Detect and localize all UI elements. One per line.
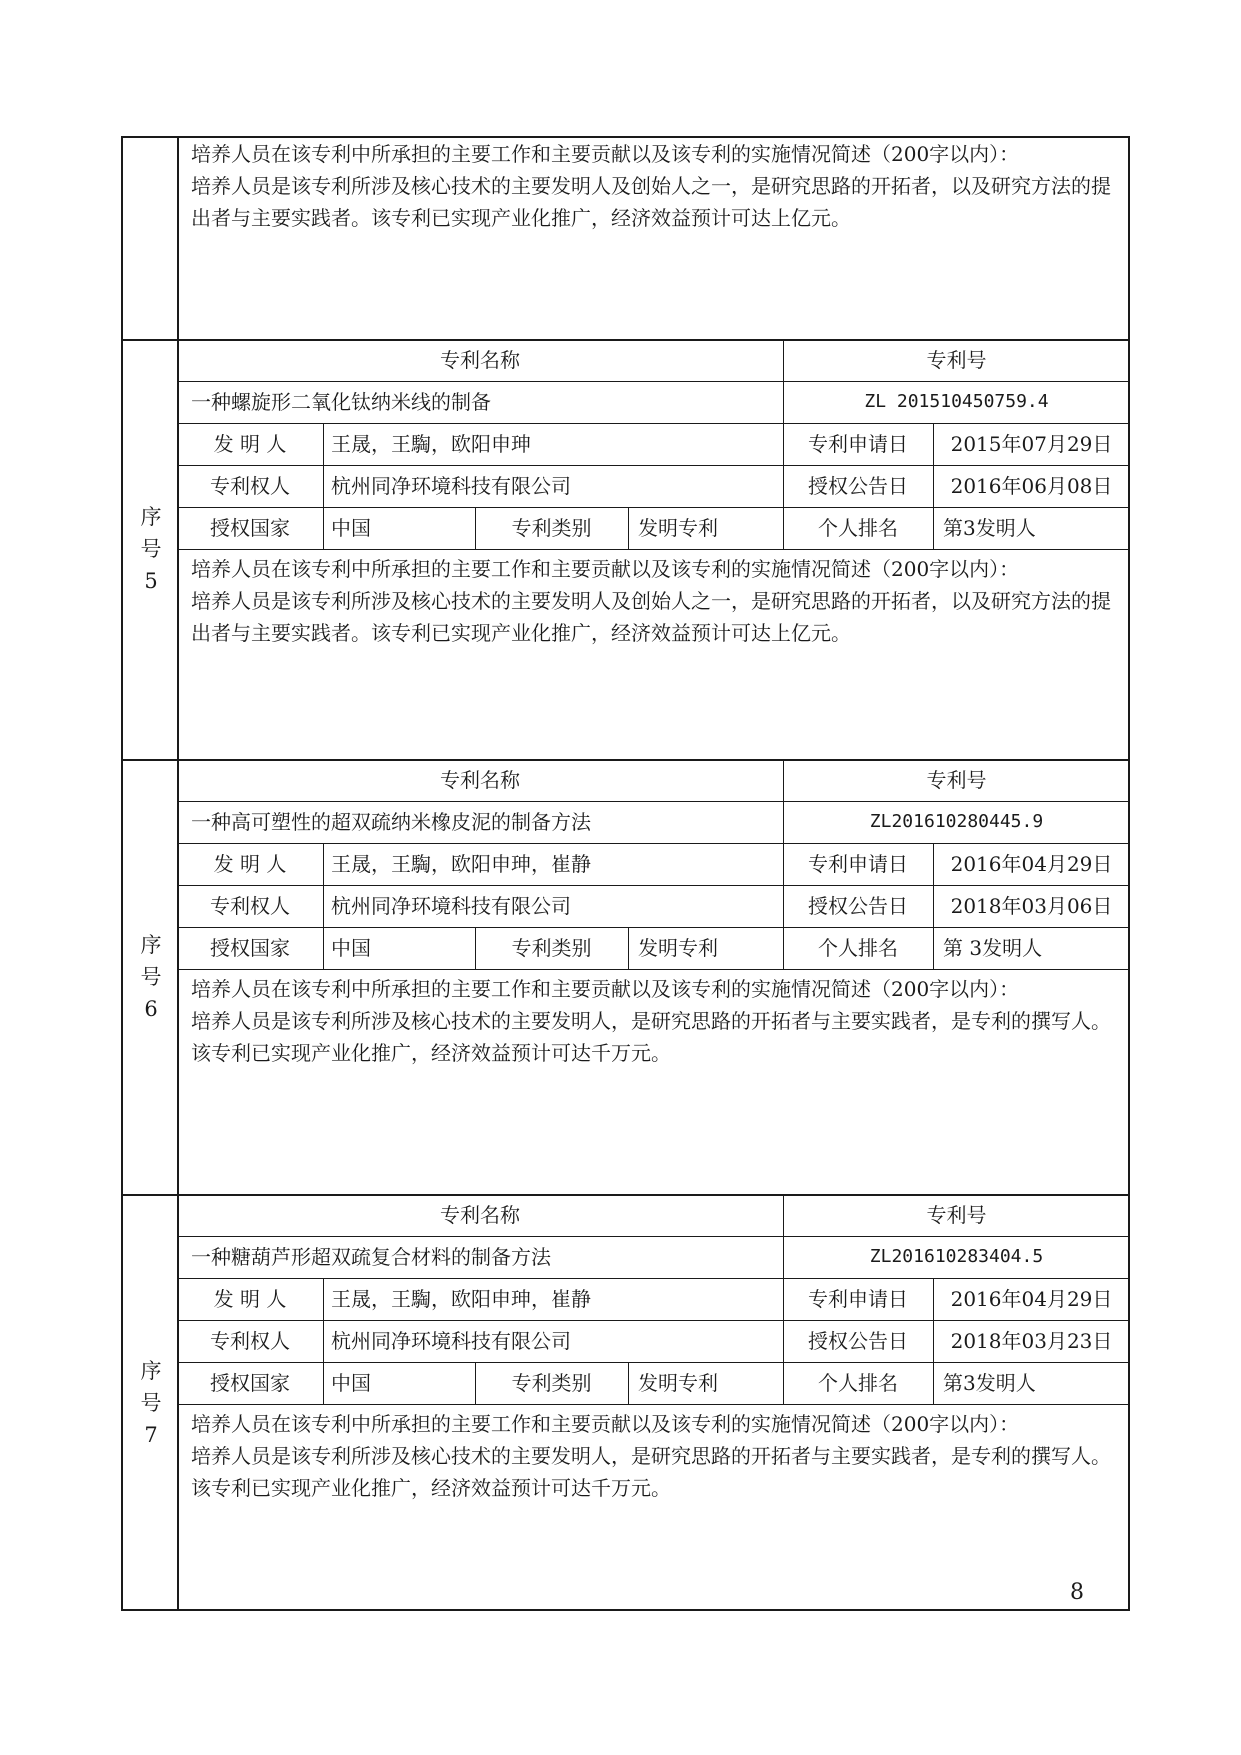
contribution-description — [191, 973, 1111, 1069]
inventors-value: 王晟，王騊，欧阳申珅，崔静 — [331, 852, 591, 876]
category-label: 专利类别 — [511, 936, 592, 960]
top-description-text: 培养人员是该专利所涉及核心技术的主要发明人及创始人之一，是研究思路的开拓者，以及研究方法的提出者与主要实践者。该专利已实现产业化推广，经济效益预计可达上亿元。 — [191, 174, 1111, 230]
row-line — [177, 1404, 1130, 1405]
holder-value: 杭州同净环境科技有限公司 — [331, 474, 571, 498]
patent-no-header: 专利号 — [926, 768, 987, 792]
patent-no-value: ZL201610283404.5 — [869, 1246, 1044, 1267]
holder-value: 杭州同净环境科技有限公司 — [331, 894, 571, 918]
description-text: 培养人员是该专利所涉及核心技术的主要发明人，是研究思路的开拓者与主要实践者，是专利的撰写人。该专利已实现产业化推广，经济效益预计可达千万元。 — [191, 1009, 1111, 1065]
sequence-char: 号 — [140, 1390, 162, 1415]
country-label: 授权国家 — [210, 516, 290, 540]
rank-value: 第3发明人 — [943, 516, 1036, 540]
rank-label: 个人排名 — [818, 936, 898, 960]
country-label: 授权国家 — [210, 1371, 290, 1395]
sequence-label — [125, 929, 177, 1025]
rank-value: 第3发明人 — [943, 1371, 1036, 1395]
patent-no-header: 专利号 — [926, 348, 987, 372]
country-value: 中国 — [331, 1371, 371, 1395]
patent-no-header: 专利号 — [926, 1203, 987, 1227]
apply-date-label: 专利申请日 — [808, 852, 908, 876]
description-text: 培养人员是该专利所涉及核心技术的主要发明人，是研究思路的开拓者与主要实践者，是专利的撰写人。该专利已实现产业化推广，经济效益预计可达千万元。 — [191, 1444, 1111, 1500]
apply-date-value: 2015年07月29日 — [950, 432, 1113, 456]
patent-name-header: 专利名称 — [440, 348, 520, 372]
country-value: 中国 — [331, 516, 371, 540]
grant-date-value: 2018年03月23日 — [950, 1329, 1113, 1353]
apply-date-value: 2016年04月29日 — [950, 1287, 1113, 1311]
rank-label: 个人排名 — [818, 516, 898, 540]
sequence-char: 号 — [140, 537, 162, 561]
sequence-char: 号 — [140, 964, 162, 989]
grant-date-value: 2016年06月08日 — [950, 474, 1113, 498]
col-line — [628, 1362, 629, 1404]
patent-no-value: ZL 201510450759.4 — [864, 391, 1049, 412]
apply-date-label: 专利申请日 — [808, 432, 908, 456]
inventors-value: 王晟，王騊，欧阳申珅，崔静 — [331, 1287, 591, 1311]
sequence-char: 序 — [140, 505, 162, 529]
sequence-label — [125, 501, 177, 597]
holder-label: 专利权人 — [210, 474, 290, 498]
grant-date-label: 授权公告日 — [808, 474, 908, 498]
col-line — [628, 507, 629, 549]
category-value: 发明专利 — [638, 1371, 718, 1395]
holder-value: 杭州同净环境科技有限公司 — [331, 1329, 571, 1353]
inventors-label: 发 明 人 — [213, 432, 287, 456]
col-line — [323, 1278, 324, 1404]
description-title: 培养人员在该专利中所承担的主要工作和主要贡献以及该专利的实施情况简述（200字以内）： — [191, 977, 1020, 1001]
apply-date-value: 2016年04月29日 — [950, 852, 1113, 876]
category-label: 专利类别 — [511, 1371, 592, 1395]
row-line — [177, 969, 1130, 970]
inventors-label: 发 明 人 — [213, 1287, 287, 1311]
patent-name-value: 一种糖葫芦形超双疏复合材料的制备方法 — [191, 1245, 551, 1269]
col-line — [628, 927, 629, 969]
grant-date-label: 授权公告日 — [808, 1329, 908, 1353]
rank-label: 个人排名 — [818, 1371, 898, 1395]
patent-name-value: 一种螺旋形二氧化钛纳米线的制备 — [191, 390, 491, 414]
col-line — [323, 423, 324, 549]
patent-name-header: 专利名称 — [440, 768, 520, 792]
description-text: 培养人员是该专利所涉及核心技术的主要发明人及创始人之一，是研究思路的开拓者，以及研究方法的提出者与主要实践者。该专利已实现产业化推广，经济效益预计可达上亿元。 — [191, 589, 1111, 645]
inventors-value: 王晟，王騊，欧阳申珅 — [331, 432, 531, 456]
category-label: 专利类别 — [511, 516, 592, 540]
sequence-number: 6 — [144, 996, 158, 1021]
inventors-label: 发 明 人 — [213, 852, 287, 876]
top-description — [191, 138, 1111, 234]
col-line — [323, 843, 324, 969]
top-description-title: 培养人员在该专利中所承担的主要工作和主要贡献以及该专利的实施情况简述（200字以内）： — [191, 142, 1020, 166]
category-value: 发明专利 — [638, 936, 718, 960]
apply-date-label: 专利申请日 — [808, 1287, 908, 1311]
patent-name-header: 专利名称 — [440, 1203, 520, 1227]
country-label: 授权国家 — [210, 936, 290, 960]
contribution-description — [191, 553, 1111, 649]
description-title: 培养人员在该专利中所承担的主要工作和主要贡献以及该专利的实施情况简述（200字以内）： — [191, 1412, 1020, 1436]
patent-name-value: 一种高可塑性的超双疏纳米橡皮泥的制备方法 — [191, 810, 591, 834]
sequence-number: 5 — [144, 569, 158, 593]
grant-date-value: 2018年03月06日 — [950, 894, 1113, 918]
holder-label: 专利权人 — [210, 1329, 290, 1353]
country-value: 中国 — [331, 936, 371, 960]
holder-label: 专利权人 — [210, 894, 290, 918]
patent-no-value: ZL201610280445.9 — [869, 811, 1044, 832]
contribution-description — [191, 1408, 1111, 1504]
sequence-label — [125, 1355, 177, 1451]
sequence-char: 序 — [140, 1358, 162, 1383]
sequence-number: 7 — [144, 1422, 158, 1447]
category-value: 发明专利 — [638, 516, 718, 540]
rank-value: 第 3发明人 — [943, 936, 1043, 960]
grant-date-label: 授权公告日 — [808, 894, 908, 918]
sequence-char: 序 — [140, 932, 162, 957]
row-line — [177, 549, 1130, 550]
description-title: 培养人员在该专利中所承担的主要工作和主要贡献以及该专利的实施情况简述（200字以内）： — [191, 557, 1020, 581]
page-number: 8 — [1070, 1580, 1084, 1605]
